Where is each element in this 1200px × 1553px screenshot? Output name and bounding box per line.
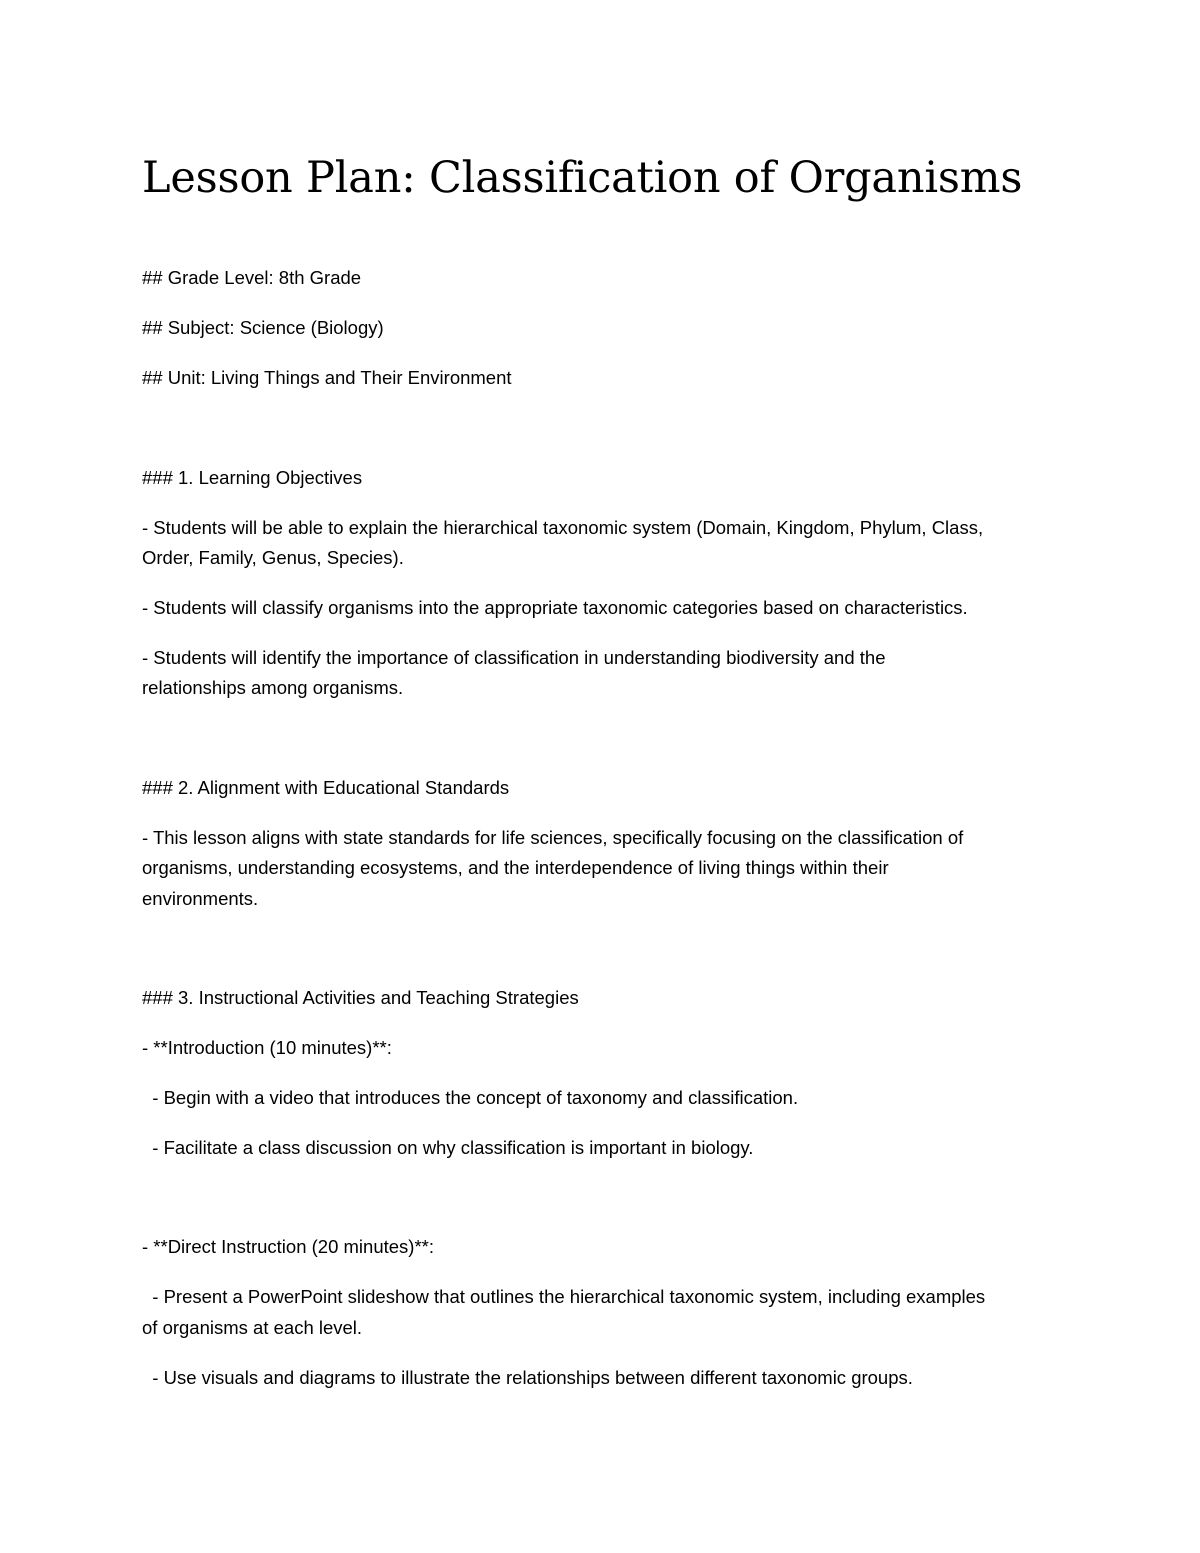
direct-instruction-item-1-line-1: - Present a PowerPoint slideshow that outlines the hierarchical taxonomic system, including examples	[142, 1286, 986, 1307]
section-heading-standards: ### 2. Alignment with Educational Standards	[142, 777, 510, 798]
section-heading-learning-objectives: ### 1. Learning Objectives	[142, 467, 363, 488]
grade-level: ## Grade Level: 8th Grade	[142, 267, 362, 288]
introduction-item-1: - Begin with a video that introduces the concept of taxonomy and classification.	[142, 1087, 799, 1108]
objective-3-line-1: - Students will identify the importance of classification in understanding biodiversity and the	[142, 647, 886, 668]
objective-1-line-2: Order, Family, Genus, Species).	[142, 547, 404, 568]
introduction-item-2: - Facilitate a class discussion on why classification is important in biology.	[142, 1137, 754, 1158]
introduction-label: - **Introduction (10 minutes)**:	[142, 1037, 392, 1058]
objective-2: - Students will classify organisms into the appropriate taxonomic categories based on characteristics.	[142, 597, 968, 618]
subject: ## Subject: Science (Biology)	[142, 317, 384, 338]
standards-line-3: environments.	[142, 888, 259, 909]
direct-instruction-item-1-line-2: of organisms at each level.	[142, 1317, 363, 1338]
objective-1-line-1: - Students will be able to explain the hierarchical taxonomic system (Domain, Kingdom, Phylum, Class,	[142, 517, 984, 538]
direct-instruction-label: - **Direct Instruction (20 minutes)**:	[142, 1236, 434, 1257]
unit: ## Unit: Living Things and Their Environment	[142, 367, 512, 388]
standards-line-1: - This lesson aligns with state standards for life sciences, specifically focusing on the classification of	[142, 827, 964, 848]
objective-3-line-2: relationships among organisms.	[142, 677, 404, 698]
section-heading-activities: ### 3. Instructional Activities and Teaching Strategies	[142, 987, 579, 1008]
standards-line-2: organisms, understanding ecosystems, and the interdependence of living things within their	[142, 857, 889, 878]
direct-instruction-item-2: - Use visuals and diagrams to illustrate the relationships between different taxonomic groups.	[142, 1367, 913, 1388]
document-title: Lesson Plan: Classification of Organisms	[142, 153, 1023, 203]
